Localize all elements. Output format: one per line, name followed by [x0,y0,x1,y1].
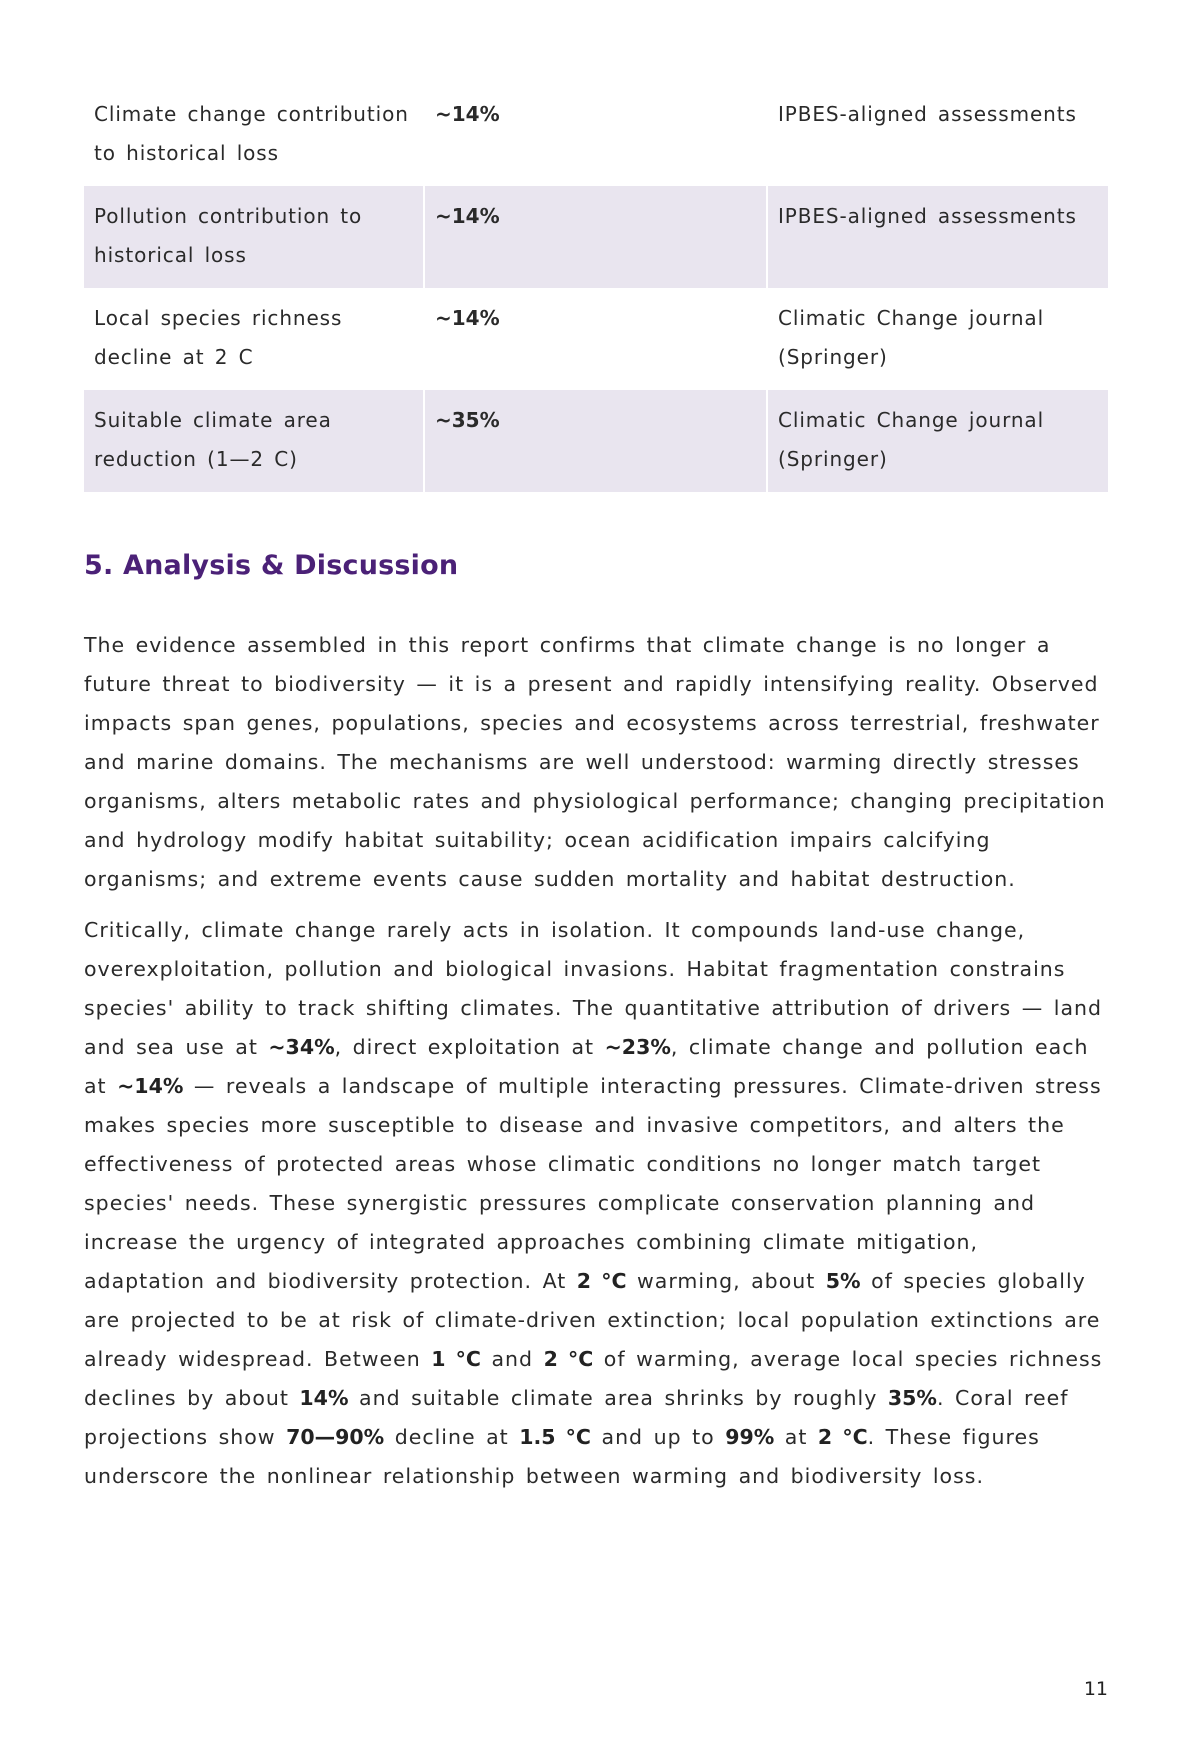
paragraph-text: of species globally are projected to be at risk of climate-driven extinction; local population extinctions are already widespread. Between [84,1269,1101,1371]
table-cell-source: Climatic Change journal (Springer) [767,390,1108,492]
table-row [84,84,1108,186]
highlighted-figure: 2 °C [543,1347,594,1371]
table-cell-value: ~14% [424,288,767,390]
highlighted-figure: 5% [825,1269,861,1293]
table-cell-metric: Local species richness decline at 2 C [94,306,343,369]
table-row [84,390,1108,492]
table-cell-value: ~35% [424,390,767,492]
paragraph-text: and up to [590,1425,726,1449]
section-heading: 5. Analysis & Discussion [84,550,459,581]
paragraph-text: Critically, climate change rarely acts in isolation. It compounds land-use change, overexploitation, pollution and biological invasions. Habitat fragmentation constrains species' ability to track shifting climates. The quantitative attribution of drivers — land and sea use at [84,918,1103,1059]
paragraph-text: at [774,1425,818,1449]
document-page [84,84,1108,1496]
paragraph-text: of warming, average local species richness declines by about [84,1347,1103,1410]
table-cell-value: ~14% [424,84,767,186]
highlighted-figure: ~34% [268,1035,335,1059]
paragraph-text: and suitable climate area shrinks by roughly [348,1386,888,1410]
paragraph-text: . Coral reef projections show [84,1386,1069,1449]
highlighted-figure: 99% [725,1425,775,1449]
page-number: 11 [1083,1678,1108,1700]
table-cell-source: IPBES-aligned assessments [767,186,1108,288]
highlighted-figure: ~23% [604,1035,671,1059]
highlighted-figure: 35% [887,1386,937,1410]
body-paragraph [84,911,1108,1496]
paragraph-text: — reveals a landscape of multiple interacting pressures. Climate-driven stress makes species more susceptible to disease and invasive competitors, and alters the effectiveness of protected areas whose climatic conditions no longer match target species' needs. These synergistic pressures complicate conservation planning and increase the urgency of integrated approaches combining climate mitigation, adaptation and biodiversity protection. At [84,1074,1102,1293]
paragraph-text: decline at [384,1425,520,1449]
data-table [84,84,1108,492]
table-cell-metric: Climate change contribution to historical loss [94,102,409,165]
highlighted-figure: 1.5 °C [519,1425,591,1449]
table-cell-value: ~14% [424,186,767,288]
table-cell-source: IPBES-aligned assessments [767,84,1108,186]
table-cell-metric: Suitable climate area reduction (1—2 C) [84,390,424,492]
highlighted-figure: ~14% [117,1074,184,1098]
highlighted-figure: 1 °C [431,1347,481,1371]
paragraph-text: , climate change and pollution each at [84,1035,1089,1098]
paragraph-text: and [480,1347,544,1371]
body-paragraph: The evidence assembled in this report confirms that climate change is no longer a future threat to biodiversity — it is a present and rapidly intensifying reality. Observed impacts span genes, populations, species and ecosystems across terrestrial, freshwater and marine domains. The mechanisms are well understood: warming directly stresses organisms, alters metabolic rates and physiological performance; changing precipitation and hydrology modify habitat suitability; ocean acidification impairs calcifying organisms; and extreme events cause sudden mortality and habitat destruction. [84,633,1106,891]
table-cell-source: Climatic Change journal (Springer) [767,288,1108,390]
table-row [84,288,1108,390]
highlighted-figure: 2 °C [817,1425,868,1449]
highlighted-figure: 70—90% [286,1425,385,1449]
highlighted-figure: 14% [299,1386,349,1410]
paragraph-text: . These figures underscore the nonlinear relationship between warming and biodiversity loss. [84,1425,1040,1488]
table-cell-metric: Pollution contribution to historical loss [84,186,424,288]
highlighted-figure: 2 °C [576,1269,627,1293]
paragraph-text: warming, about [626,1269,826,1293]
paragraph-text: , direct exploitation at [334,1035,605,1059]
table-row [84,186,1108,288]
